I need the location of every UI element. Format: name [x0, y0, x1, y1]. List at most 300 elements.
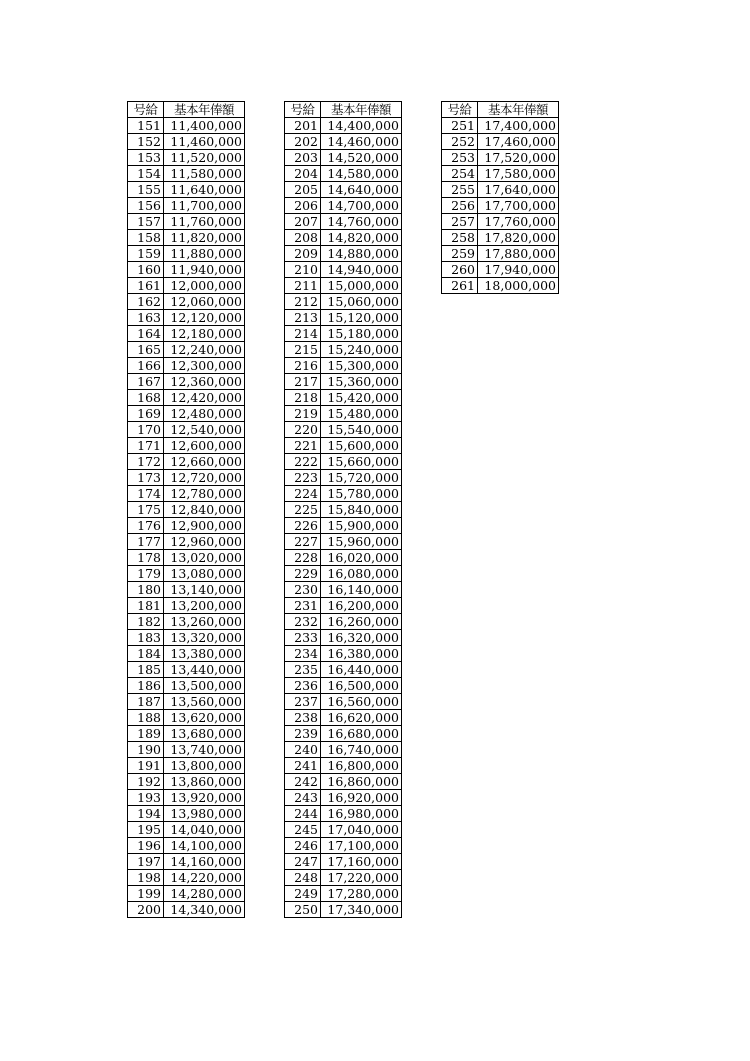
grade-cell: 177: [128, 534, 164, 550]
amount-cell: 17,040,000: [321, 822, 402, 838]
table-row: [128, 886, 245, 902]
amount-cell: 14,400,000: [321, 118, 402, 134]
table-row: [285, 662, 402, 678]
grade-cell: 203: [285, 150, 321, 166]
table-row: [285, 278, 402, 294]
grade-cell: 260: [442, 262, 478, 278]
table-row: [128, 118, 245, 134]
table-row: [128, 406, 245, 422]
amount-cell: 11,760,000: [164, 214, 245, 230]
table-row: [128, 166, 245, 182]
amount-cell: 13,080,000: [164, 566, 245, 582]
amount-cell: 13,980,000: [164, 806, 245, 822]
amount-cell: 16,260,000: [321, 614, 402, 630]
table-row: [442, 214, 559, 230]
table-row: [128, 214, 245, 230]
amount-cell: 12,300,000: [164, 358, 245, 374]
amount-cell: 17,160,000: [321, 854, 402, 870]
table-row: [128, 310, 245, 326]
amount-cell: 13,200,000: [164, 598, 245, 614]
table-row: [285, 310, 402, 326]
amount-cell: 15,780,000: [321, 486, 402, 502]
amount-cell: 13,320,000: [164, 630, 245, 646]
grade-header: 号給: [128, 102, 164, 118]
table-row: [285, 230, 402, 246]
amount-cell: 15,180,000: [321, 326, 402, 342]
amount-cell: 16,800,000: [321, 758, 402, 774]
grade-cell: 259: [442, 246, 478, 262]
grade-cell: 161: [128, 278, 164, 294]
grade-cell: 239: [285, 726, 321, 742]
grade-cell: 200: [128, 902, 164, 918]
grade-cell: 191: [128, 758, 164, 774]
amount-cell: 12,360,000: [164, 374, 245, 390]
amount-cell: 13,560,000: [164, 694, 245, 710]
grade-cell: 220: [285, 422, 321, 438]
table-row: [128, 726, 245, 742]
grade-cell: 187: [128, 694, 164, 710]
amount-cell: 16,560,000: [321, 694, 402, 710]
grade-cell: 151: [128, 118, 164, 134]
table-row: [285, 182, 402, 198]
grade-cell: 183: [128, 630, 164, 646]
amount-cell: 11,460,000: [164, 134, 245, 150]
amount-cell: 17,340,000: [321, 902, 402, 918]
grade-cell: 180: [128, 582, 164, 598]
amount-cell: 16,920,000: [321, 790, 402, 806]
table-row: [285, 134, 402, 150]
grade-cell: 157: [128, 214, 164, 230]
amount-cell: 12,420,000: [164, 390, 245, 406]
amount-cell: 14,160,000: [164, 854, 245, 870]
amount-cell: 15,480,000: [321, 406, 402, 422]
salary-table-1: [127, 101, 245, 918]
table-row: [128, 566, 245, 582]
grade-cell: 242: [285, 774, 321, 790]
amount-cell: 15,720,000: [321, 470, 402, 486]
amount-header: 基本年俸額: [321, 102, 402, 118]
amount-cell: 15,840,000: [321, 502, 402, 518]
grade-cell: 238: [285, 710, 321, 726]
grade-cell: 202: [285, 134, 321, 150]
amount-cell: 16,020,000: [321, 550, 402, 566]
grade-cell: 181: [128, 598, 164, 614]
table-row: [128, 358, 245, 374]
amount-cell: 14,040,000: [164, 822, 245, 838]
grade-cell: 217: [285, 374, 321, 390]
amount-cell: 11,880,000: [164, 246, 245, 262]
table-row: [442, 246, 559, 262]
amount-cell: 13,800,000: [164, 758, 245, 774]
table-row: [128, 678, 245, 694]
table-row: [128, 870, 245, 886]
grade-cell: 178: [128, 550, 164, 566]
grade-cell: 231: [285, 598, 321, 614]
grade-cell: 215: [285, 342, 321, 358]
amount-cell: 12,900,000: [164, 518, 245, 534]
table-row: [128, 662, 245, 678]
table-row: [128, 550, 245, 566]
grade-cell: 253: [442, 150, 478, 166]
table-body: [128, 118, 245, 918]
grade-cell: 154: [128, 166, 164, 182]
grade-header: 号給: [285, 102, 321, 118]
table-row: [128, 582, 245, 598]
header-row: [442, 102, 559, 118]
amount-cell: 12,000,000: [164, 278, 245, 294]
table-row: [285, 534, 402, 550]
table-row: [285, 342, 402, 358]
grade-cell: 174: [128, 486, 164, 502]
grade-cell: 194: [128, 806, 164, 822]
grade-cell: 230: [285, 582, 321, 598]
grade-cell: 214: [285, 326, 321, 342]
table-body: [285, 118, 402, 918]
grade-cell: 176: [128, 518, 164, 534]
amount-cell: 16,380,000: [321, 646, 402, 662]
amount-cell: 14,460,000: [321, 134, 402, 150]
amount-cell: 17,700,000: [478, 198, 559, 214]
amount-cell: 11,520,000: [164, 150, 245, 166]
table-row: [442, 150, 559, 166]
table-row: [128, 854, 245, 870]
amount-cell: 13,020,000: [164, 550, 245, 566]
grade-cell: 207: [285, 214, 321, 230]
grade-cell: 155: [128, 182, 164, 198]
table-row: [442, 118, 559, 134]
amount-cell: 12,780,000: [164, 486, 245, 502]
grade-cell: 160: [128, 262, 164, 278]
amount-cell: 14,280,000: [164, 886, 245, 902]
grade-cell: 158: [128, 230, 164, 246]
amount-cell: 15,000,000: [321, 278, 402, 294]
table-row: [285, 470, 402, 486]
amount-cell: 17,580,000: [478, 166, 559, 182]
table-row: [128, 278, 245, 294]
table-row: [128, 598, 245, 614]
grade-cell: 198: [128, 870, 164, 886]
amount-cell: 17,100,000: [321, 838, 402, 854]
amount-cell: 12,600,000: [164, 438, 245, 454]
grade-cell: 173: [128, 470, 164, 486]
amount-cell: 13,500,000: [164, 678, 245, 694]
grade-cell: 240: [285, 742, 321, 758]
grade-cell: 213: [285, 310, 321, 326]
table-row: [285, 518, 402, 534]
grade-cell: 246: [285, 838, 321, 854]
grade-cell: 168: [128, 390, 164, 406]
table-row: [285, 358, 402, 374]
grade-cell: 208: [285, 230, 321, 246]
amount-cell: 17,400,000: [478, 118, 559, 134]
table-row: [285, 294, 402, 310]
amount-cell: 13,620,000: [164, 710, 245, 726]
amount-cell: 16,860,000: [321, 774, 402, 790]
table-row: [128, 390, 245, 406]
grade-cell: 169: [128, 406, 164, 422]
grade-cell: 189: [128, 726, 164, 742]
amount-cell: 12,660,000: [164, 454, 245, 470]
salary-table-2: [284, 101, 402, 918]
table-row: [285, 198, 402, 214]
table-row: [285, 886, 402, 902]
amount-cell: 14,820,000: [321, 230, 402, 246]
amount-cell: 16,080,000: [321, 566, 402, 582]
table-row: [285, 678, 402, 694]
grade-cell: 234: [285, 646, 321, 662]
table-row: [128, 198, 245, 214]
grade-cell: 227: [285, 534, 321, 550]
grade-cell: 211: [285, 278, 321, 294]
grade-cell: 222: [285, 454, 321, 470]
grade-cell: 172: [128, 454, 164, 470]
amount-cell: 13,380,000: [164, 646, 245, 662]
amount-cell: 13,740,000: [164, 742, 245, 758]
salary-table-3: [441, 101, 559, 294]
amount-cell: 17,940,000: [478, 262, 559, 278]
grade-cell: 257: [442, 214, 478, 230]
table-row: [285, 806, 402, 822]
amount-cell: 16,680,000: [321, 726, 402, 742]
grade-cell: 224: [285, 486, 321, 502]
amount-cell: 18,000,000: [478, 278, 559, 294]
amount-cell: 12,840,000: [164, 502, 245, 518]
table-row: [128, 486, 245, 502]
table-row: [285, 406, 402, 422]
table-row: [128, 838, 245, 854]
table-row: [128, 518, 245, 534]
grade-cell: 209: [285, 246, 321, 262]
grade-cell: 188: [128, 710, 164, 726]
amount-cell: 12,120,000: [164, 310, 245, 326]
amount-cell: 14,880,000: [321, 246, 402, 262]
amount-cell: 14,700,000: [321, 198, 402, 214]
table-row: [285, 374, 402, 390]
grade-cell: 255: [442, 182, 478, 198]
table-row: [285, 454, 402, 470]
table-row: [442, 182, 559, 198]
amount-cell: 12,960,000: [164, 534, 245, 550]
table-row: [442, 278, 559, 294]
amount-cell: 11,640,000: [164, 182, 245, 198]
table-row: [285, 582, 402, 598]
amount-header: 基本年俸額: [164, 102, 245, 118]
grade-cell: 162: [128, 294, 164, 310]
table-row: [128, 742, 245, 758]
table-row: [285, 214, 402, 230]
amount-cell: 15,420,000: [321, 390, 402, 406]
amount-cell: 17,520,000: [478, 150, 559, 166]
amount-cell: 11,700,000: [164, 198, 245, 214]
table-row: [285, 758, 402, 774]
amount-cell: 14,220,000: [164, 870, 245, 886]
header-row: [285, 102, 402, 118]
amount-cell: 12,720,000: [164, 470, 245, 486]
grade-cell: 256: [442, 198, 478, 214]
table-row: [285, 790, 402, 806]
grade-cell: 250: [285, 902, 321, 918]
table-row: [128, 822, 245, 838]
amount-cell: 16,500,000: [321, 678, 402, 694]
amount-cell: 12,540,000: [164, 422, 245, 438]
grade-cell: 258: [442, 230, 478, 246]
table-row: [128, 902, 245, 918]
grade-cell: 204: [285, 166, 321, 182]
table-row: [442, 134, 559, 150]
amount-cell: 13,140,000: [164, 582, 245, 598]
grade-cell: 252: [442, 134, 478, 150]
grade-cell: 216: [285, 358, 321, 374]
amount-cell: 17,880,000: [478, 246, 559, 262]
grade-cell: 186: [128, 678, 164, 694]
table-body: [442, 118, 559, 294]
grade-cell: 241: [285, 758, 321, 774]
amount-header: 基本年俸額: [478, 102, 559, 118]
amount-cell: 14,100,000: [164, 838, 245, 854]
grade-cell: 171: [128, 438, 164, 454]
table-row: [128, 502, 245, 518]
table-row: [285, 630, 402, 646]
grade-cell: 247: [285, 854, 321, 870]
grade-cell: 192: [128, 774, 164, 790]
grade-cell: 249: [285, 886, 321, 902]
grade-cell: 184: [128, 646, 164, 662]
grade-cell: 218: [285, 390, 321, 406]
table-row: [128, 262, 245, 278]
table-row: [285, 774, 402, 790]
grade-cell: 164: [128, 326, 164, 342]
amount-cell: 12,240,000: [164, 342, 245, 358]
amount-cell: 15,060,000: [321, 294, 402, 310]
grade-cell: 166: [128, 358, 164, 374]
grade-cell: 244: [285, 806, 321, 822]
table-row: [285, 422, 402, 438]
amount-cell: 16,200,000: [321, 598, 402, 614]
grade-cell: 167: [128, 374, 164, 390]
table-row: [285, 390, 402, 406]
amount-cell: 16,320,000: [321, 630, 402, 646]
table-row: [128, 246, 245, 262]
table-row: [285, 566, 402, 582]
header-row: [128, 102, 245, 118]
table-row: [285, 550, 402, 566]
table-row: [128, 758, 245, 774]
amount-cell: 15,540,000: [321, 422, 402, 438]
table-row: [128, 374, 245, 390]
amount-cell: 17,280,000: [321, 886, 402, 902]
amount-cell: 14,760,000: [321, 214, 402, 230]
grade-cell: 219: [285, 406, 321, 422]
grade-cell: 175: [128, 502, 164, 518]
grade-cell: 179: [128, 566, 164, 582]
amount-cell: 15,300,000: [321, 358, 402, 374]
grade-cell: 210: [285, 262, 321, 278]
amount-cell: 13,920,000: [164, 790, 245, 806]
table-row: [285, 694, 402, 710]
table-row: [285, 438, 402, 454]
table-row: [285, 726, 402, 742]
amount-cell: 15,660,000: [321, 454, 402, 470]
amount-cell: 14,520,000: [321, 150, 402, 166]
table-row: [285, 838, 402, 854]
table-row: [128, 454, 245, 470]
grade-cell: 221: [285, 438, 321, 454]
amount-cell: 11,580,000: [164, 166, 245, 182]
grade-cell: 190: [128, 742, 164, 758]
grade-cell: 229: [285, 566, 321, 582]
table-row: [128, 614, 245, 630]
table-row: [128, 470, 245, 486]
amount-cell: 17,760,000: [478, 214, 559, 230]
table-row: [285, 822, 402, 838]
grade-cell: 237: [285, 694, 321, 710]
amount-cell: 15,900,000: [321, 518, 402, 534]
grade-cell: 248: [285, 870, 321, 886]
table-row: [285, 246, 402, 262]
amount-cell: 12,060,000: [164, 294, 245, 310]
grade-cell: 201: [285, 118, 321, 134]
amount-cell: 15,120,000: [321, 310, 402, 326]
grade-cell: 254: [442, 166, 478, 182]
table-row: [128, 646, 245, 662]
amount-cell: 13,680,000: [164, 726, 245, 742]
grade-header: 号給: [442, 102, 478, 118]
grade-cell: 152: [128, 134, 164, 150]
grade-cell: 199: [128, 886, 164, 902]
table-row: [285, 326, 402, 342]
grade-cell: 261: [442, 278, 478, 294]
table-row: [128, 342, 245, 358]
grade-cell: 163: [128, 310, 164, 326]
grade-cell: 193: [128, 790, 164, 806]
amount-cell: 14,940,000: [321, 262, 402, 278]
grade-cell: 226: [285, 518, 321, 534]
amount-cell: 16,740,000: [321, 742, 402, 758]
table-row: [285, 598, 402, 614]
amount-cell: 12,180,000: [164, 326, 245, 342]
table-row: [285, 854, 402, 870]
grade-cell: 165: [128, 342, 164, 358]
grade-cell: 232: [285, 614, 321, 630]
grade-cell: 243: [285, 790, 321, 806]
table-row: [285, 166, 402, 182]
table-row: [442, 230, 559, 246]
grade-cell: 170: [128, 422, 164, 438]
grade-cell: 228: [285, 550, 321, 566]
grade-cell: 185: [128, 662, 164, 678]
table-row: [128, 294, 245, 310]
table-row: [285, 742, 402, 758]
amount-cell: 14,640,000: [321, 182, 402, 198]
table-row: [285, 902, 402, 918]
table-row: [285, 710, 402, 726]
amount-cell: 17,820,000: [478, 230, 559, 246]
table-row: [285, 262, 402, 278]
grade-cell: 212: [285, 294, 321, 310]
amount-cell: 17,460,000: [478, 134, 559, 150]
table-row: [285, 118, 402, 134]
table-row: [128, 806, 245, 822]
table-row: [128, 710, 245, 726]
grade-cell: 206: [285, 198, 321, 214]
amount-cell: 16,440,000: [321, 662, 402, 678]
grade-cell: 205: [285, 182, 321, 198]
table-row: [285, 486, 402, 502]
amount-cell: 13,440,000: [164, 662, 245, 678]
table-row: [128, 422, 245, 438]
grade-cell: 182: [128, 614, 164, 630]
grade-cell: 195: [128, 822, 164, 838]
